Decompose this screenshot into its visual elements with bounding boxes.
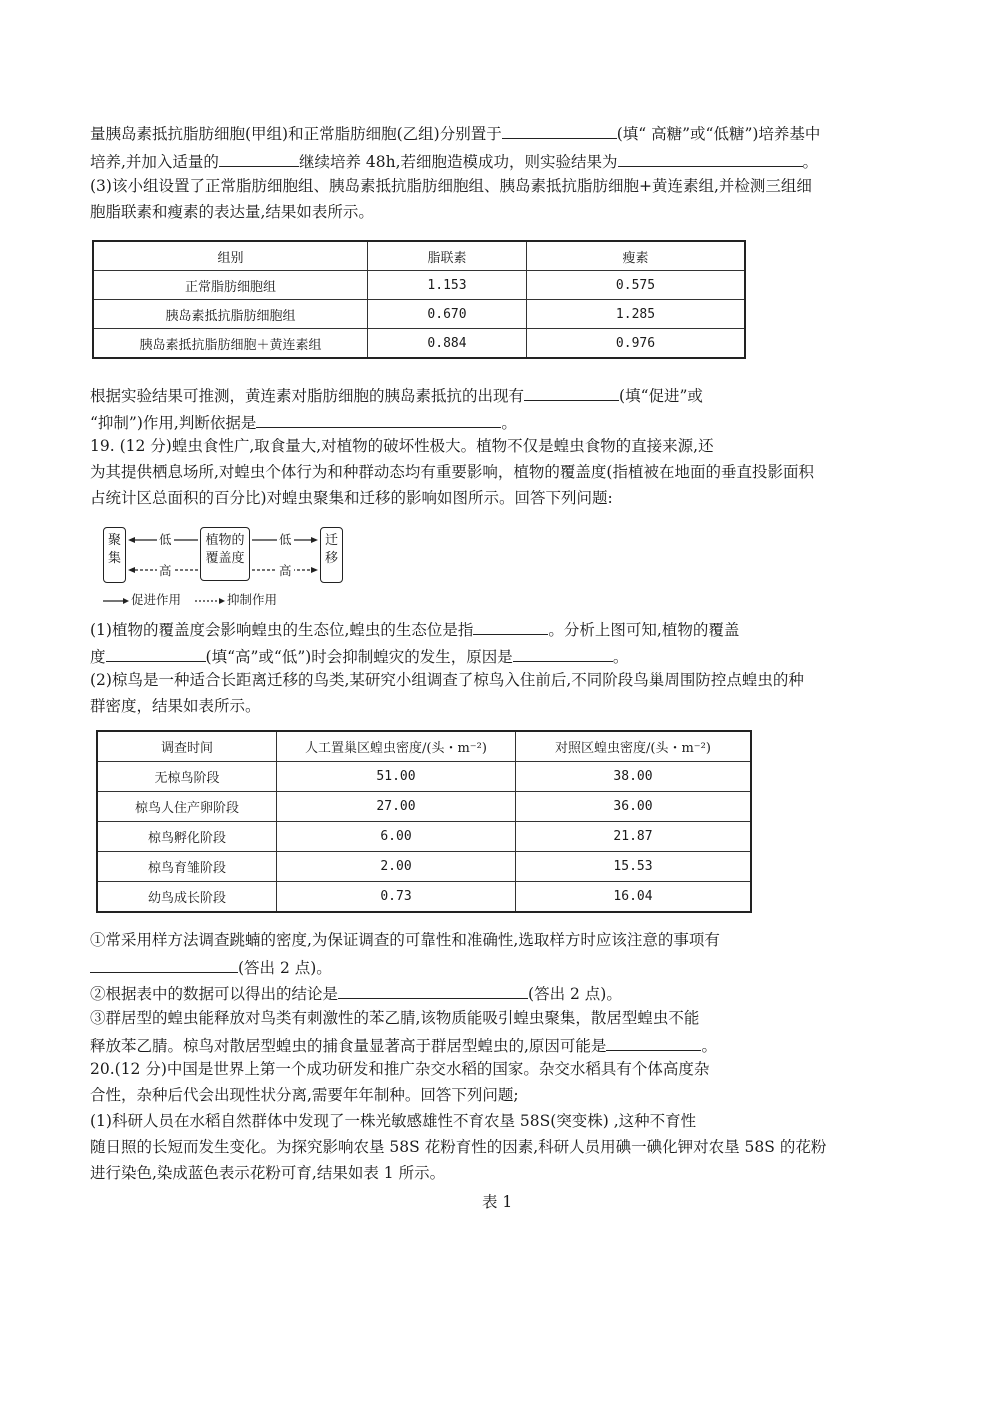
table-cell: 椋鸟孵化阶段 <box>97 822 277 852</box>
table-row <box>97 852 751 882</box>
legend-label: 抑制作用 <box>227 592 278 607</box>
text: (答出 2 点)。 <box>238 959 332 977</box>
answer-blank[interactable] <box>219 150 299 167</box>
arrowhead <box>311 537 318 543</box>
text-line: ①常采用样方法调查跳蝻的密度,为保证调查的可靠性和准确性,选取样方时应该注意的事项有 <box>90 931 720 949</box>
text: 。分析上图可知,植物的覆盖 <box>548 621 740 639</box>
text-line: (3)该小组设置了正常脂肪细胞组、胰岛素抵抗脂肪细胞组、胰岛素抵抗脂肪细胞+黄连素组,并检测三组细 <box>90 177 812 195</box>
text-line: 占统计区总面积的百分比)对蝗虫聚集和迁移的影响如图所示。回答下列问题: <box>90 489 613 507</box>
answer-blank[interactable] <box>606 1034 701 1051</box>
text-line: 进行染色,染成蓝色表示花粉可育,结果如表 1 所示。 <box>90 1164 446 1182</box>
text: (答出 2 点)。 <box>528 985 622 1003</box>
text-line <box>90 956 905 978</box>
answer-blank[interactable] <box>90 956 238 973</box>
text-line: ③群居型的蝗虫能释放对鸟类有刺激性的苯乙腈,该物质能吸引蝗虫聚集，散居型蝗虫不能 <box>90 1009 700 1027</box>
text: 。 <box>802 153 819 171</box>
text: (填“ 高糖”或“低糖”)培养基中 <box>616 125 821 143</box>
text-line: 为其提供栖息场所,对蝗虫个体行为和种群动态均有重要影响，植物的覆盖度(指植被在地面的垂直投影面积 <box>90 463 814 481</box>
dashed-arrow-icon <box>195 596 227 606</box>
table-cell: 胰岛素抵抗脂肪细胞＋黄连素组 <box>93 329 368 359</box>
locust-density-table <box>96 730 752 913</box>
text-line <box>90 411 905 433</box>
adipokine-table <box>92 240 746 359</box>
text-line: 群密度，结果如表所示。 <box>90 697 261 715</box>
text-line <box>90 645 905 667</box>
table-cell: 0.976 <box>527 329 746 359</box>
table-row <box>93 300 745 329</box>
table-header: 对照区蝗虫密度/(头・m⁻²) <box>516 731 752 762</box>
table-row <box>97 762 751 792</box>
table-cell: 1.285 <box>527 300 746 329</box>
table-cell: 2.00 <box>277 852 516 882</box>
text: 根据实验结果可推测，黄连素对脂肪细胞的胰岛素抵抗的出现有 <box>90 387 525 405</box>
table-row <box>97 792 751 822</box>
table-cell: 15.53 <box>516 852 752 882</box>
diagram-arrows <box>100 522 360 586</box>
table-header: 人工置巢区蝗虫密度/(头・m⁻²) <box>277 731 516 762</box>
text: 。 <box>612 648 629 666</box>
table-cell: 正常脂肪细胞组 <box>93 271 368 300</box>
table-row <box>93 329 745 359</box>
answer-blank[interactable] <box>618 150 803 167</box>
table-cell: 无椋鸟阶段 <box>97 762 277 792</box>
text-line: (1)科研人员在水稻自然群体中发现了一株光敏感雄性不育农垦 58S(突变株) ,这种不育性 <box>90 1112 697 1130</box>
box-label: 聚 集 <box>107 533 121 566</box>
box-label: 迁 移 <box>324 533 338 566</box>
text: 释放苯乙腈。椋鸟对散居型蝗虫的捕食量显著高于群居型蝗虫的,原因可能是 <box>90 1037 607 1055</box>
text: 。 <box>501 414 517 432</box>
legend-label: 促进作用 <box>131 592 182 607</box>
text-line <box>90 384 905 406</box>
text: (1)植物的覆盖度会影响蝗虫的生态位,蝗虫的生态位是指 <box>90 621 474 639</box>
answer-blank[interactable] <box>473 618 548 635</box>
text: “抑制”)作用,判断依据是 <box>90 414 257 432</box>
text-line <box>90 150 905 172</box>
arrowhead <box>128 567 135 573</box>
solid-arrow-icon <box>103 596 131 606</box>
text-line: 20.(12 分)中国是世界上第一个成功研发和推广杂交水稻的国家。杂交水稻具有个体高度杂 <box>90 1060 710 1078</box>
text: 。 <box>701 1037 717 1055</box>
text-line <box>90 982 905 1004</box>
answer-blank[interactable] <box>524 384 619 401</box>
table-row <box>93 271 745 300</box>
answer-blank[interactable] <box>338 982 528 999</box>
text-line <box>90 1034 905 1056</box>
text-line: (2)椋鸟是一种适合长距离迁移的鸟类,某研究小组调查了椋鸟入住前后,不同阶段鸟巢周围防控点蝗虫的种 <box>90 671 804 689</box>
text-line: 合性，杂种后代会出现性状分离,需要年年制种。回答下列问题; <box>90 1086 519 1104</box>
table-row <box>97 882 751 913</box>
high-label: 高 <box>279 563 292 578</box>
table-cell: 1.153 <box>368 271 527 300</box>
table-cell: 51.00 <box>277 762 516 792</box>
answer-blank[interactable] <box>256 411 501 428</box>
arrowhead <box>311 567 318 573</box>
table-cell: 椋鸟人住产卵阶段 <box>97 792 277 822</box>
table-cell: 0.73 <box>277 882 516 913</box>
low-label: 低 <box>279 532 292 547</box>
table-header-row <box>97 731 751 762</box>
text-line: 19. (12 分)蝗虫食性广,取食量大,对植物的破坏性极大。植物不仅是蝗虫食物的直接来源,还 <box>90 437 714 455</box>
table-header: 瘦素 <box>527 241 746 271</box>
table-cell: 36.00 <box>516 792 752 822</box>
text-line: 随日照的长短而发生变化。为探究影响农垦 58S 花粉育性的因素,科研人员用碘一碘化钾对农垦 58S 的花粉 <box>90 1138 827 1156</box>
answer-blank[interactable] <box>502 122 617 139</box>
diagram-legend <box>103 590 277 608</box>
table-cell: 6.00 <box>277 822 516 852</box>
text: 量胰岛素抵抗脂肪细胞(甲组)和正常脂肪细胞(乙组)分别置于 <box>90 125 502 143</box>
text: 继续培养 48h,若细胞造模成功，则实验结果为 <box>298 153 618 171</box>
table-cell: 21.87 <box>516 822 752 852</box>
table-row <box>97 822 751 852</box>
answer-blank[interactable] <box>106 645 206 662</box>
table-cell: 16.04 <box>516 882 752 913</box>
text-line: 胞脂联素和瘦素的表达量,结果如表所示。 <box>90 203 374 221</box>
table-cell: 幼鸟成长阶段 <box>97 882 277 913</box>
table-cell: 0.670 <box>368 300 527 329</box>
text: (填“高”或“低”)时会抑制蝗灾的发生，原因是 <box>205 648 513 666</box>
table-header: 组别 <box>93 241 368 271</box>
low-label: 低 <box>159 532 172 547</box>
high-label: 高 <box>159 563 172 578</box>
text: ②根据表中的数据可以得出的结论是 <box>90 985 339 1003</box>
box-label: 植物的 覆盖度 <box>205 533 245 566</box>
table-header: 调查时间 <box>97 731 277 762</box>
table-caption: 表 1 <box>482 1193 513 1211</box>
table-cell: 0.575 <box>527 271 746 300</box>
text: (填“促进”或 <box>619 387 703 405</box>
table-header: 脂联素 <box>368 241 527 271</box>
arrowhead <box>128 537 135 543</box>
answer-blank[interactable] <box>513 645 613 662</box>
text-line <box>90 122 905 144</box>
table-cell: 38.00 <box>516 762 752 792</box>
table-header-row <box>93 241 745 271</box>
table-cell: 胰岛素抵抗脂肪细胞组 <box>93 300 368 329</box>
text-line <box>90 618 905 640</box>
table-cell: 椋鸟育雏阶段 <box>97 852 277 882</box>
text: 度 <box>90 648 106 666</box>
table-cell: 0.884 <box>368 329 527 359</box>
text: 培养,并加入适量的 <box>90 153 219 171</box>
table-cell: 27.00 <box>277 792 516 822</box>
